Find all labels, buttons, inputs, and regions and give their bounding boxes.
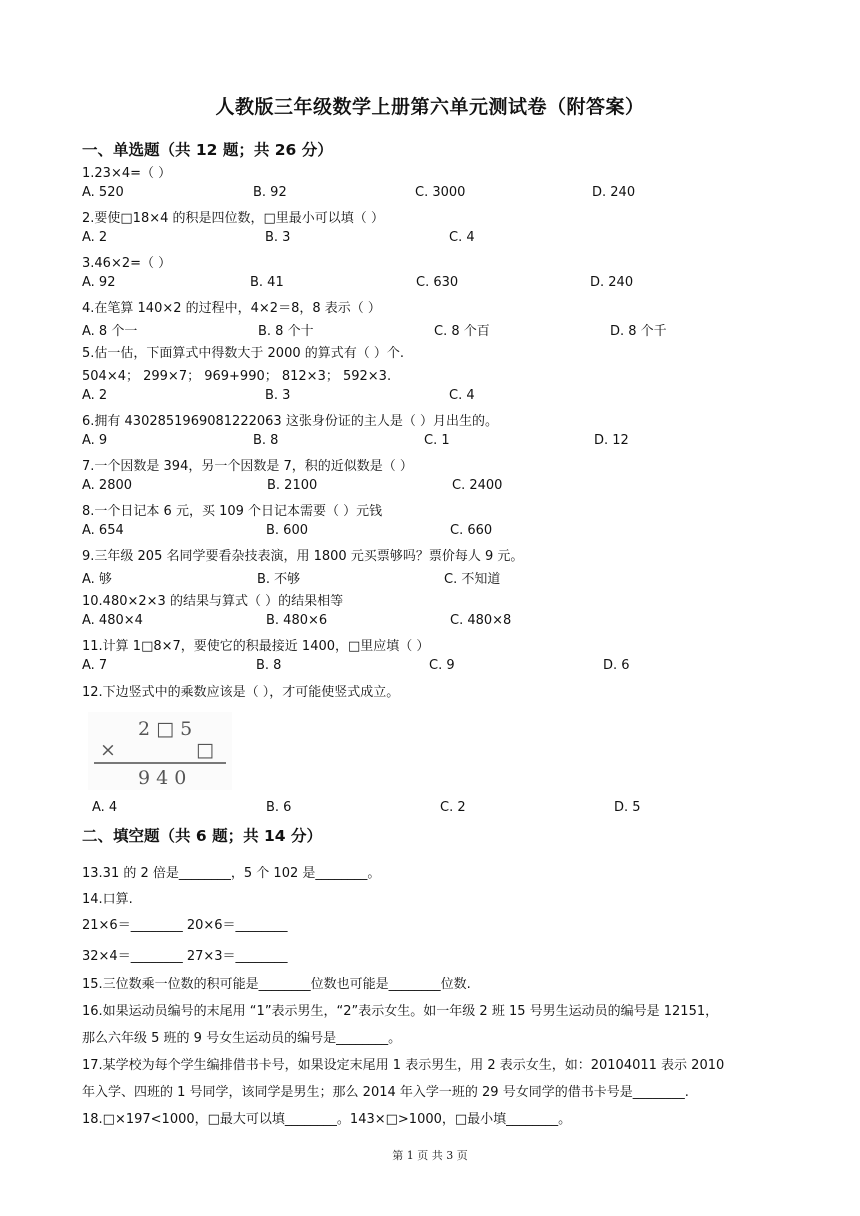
q4-option-b: B. 8 个十 <box>258 324 314 339</box>
q7-option-c: C. 2400 <box>452 478 503 493</box>
q1-option-c: C. 3000 <box>415 185 466 200</box>
question-5-expressions: 504×4； 299×7； 969+990； 812×3； 592×3. <box>82 369 392 384</box>
vertical-multiplication-image <box>88 712 232 790</box>
q12-option-a: A. 4 <box>92 800 118 815</box>
q3-option-b: B. 41 <box>250 275 284 290</box>
q8-option-a: A. 654 <box>82 523 124 538</box>
q5-option-a: A. 2 <box>82 388 108 403</box>
q10-option-c: C. 480×8 <box>450 613 512 628</box>
question-16-line-1: 16.如果运动员编号的末尾用 “1”表示男生，“2”表示女生。如一年级 2 班 15 号男生运动员的编号是 12151， <box>82 1004 719 1019</box>
question-6: 6.拥有 430285196908​1222063 这张身份证的主人是（ ）月出生的。 <box>82 414 498 429</box>
section-heading-fill-in: 二、填空题（共 6 题；共 14 分） <box>82 827 322 845</box>
q12-option-c: C. 2 <box>440 800 466 815</box>
question-4: 4.在笔算 140×2 的过程中，4×2＝8，8 表示（ ） <box>82 301 381 316</box>
q10-option-a: A. 480×4 <box>82 613 143 628</box>
calc-product: 9 4 0 <box>138 767 187 789</box>
q12-option-d: D. 5 <box>614 800 641 815</box>
q6-option-d: D. 12 <box>594 433 629 448</box>
q6-option-c: C. 1 <box>424 433 450 448</box>
q4-option-d: D. 8 个千 <box>610 324 667 339</box>
q3-option-a: A. 92 <box>82 275 116 290</box>
question-8: 8.一个日记本 6 元，买 109 个日记本需要（ ）元钱 <box>82 504 383 519</box>
question-14-row-2: 32×4＝________ 27×3＝________ <box>82 949 288 964</box>
question-13: 13.31 的 2 倍是________，5 个 102 是________。 <box>82 866 381 881</box>
q6-option-b: B. 8 <box>253 433 279 448</box>
q5-option-b: B. 3 <box>265 388 291 403</box>
question-14: 14.口算. <box>82 892 133 907</box>
calc-multiplicand: 2 □ 5 <box>138 718 193 740</box>
q4-option-a: A. 8 个一 <box>82 324 138 339</box>
q2-option-c: C. 4 <box>449 230 475 245</box>
q1-option-a: A. 520 <box>82 185 124 200</box>
question-16-line-2: 那么六年级 5 班的 9 号女生运动员的编号是________。 <box>82 1031 402 1046</box>
calc-multiplier-box: □ <box>196 739 214 761</box>
question-10: 10.480×2×3 的结果与算式（ ）的结果相等 <box>82 594 344 609</box>
q3-option-d: D. 240 <box>590 275 634 290</box>
question-11: 11.计算 1□8×7，要使它的积最接近 1400，□里应填（ ） <box>82 639 430 654</box>
q9-option-a: A. 够 <box>82 572 112 587</box>
question-1: 1.23×4=（ ） <box>82 166 172 181</box>
q11-option-b: B. 8 <box>256 658 282 673</box>
question-14-row-1: 21×6＝________ 20×6＝________ <box>82 918 288 933</box>
question-17-line-2: 年入学、四班的 1 号同学，该同学是男生；那么 2014 年入学一班的 29 号女同学的借书卡号是________. <box>82 1085 689 1100</box>
q2-option-b: B. 3 <box>265 230 291 245</box>
question-12: 12.下边竖式中的乘数应该是（ ），才可能使竖式成立。 <box>82 685 400 700</box>
q11-option-d: D. 6 <box>603 658 630 673</box>
question-9: 9.三年级 205 名同学要看杂技表演，用 1800 元买票够吗？票价每人 9 元。 <box>82 549 524 564</box>
calc-multiply-sign: × <box>100 739 116 761</box>
section-heading-single-choice: 一、单选题（共 12 题；共 26 分） <box>82 141 333 159</box>
question-7: 7.一个因数是 394，另一个因数是 7，积的近似数是（ ） <box>82 459 413 474</box>
q12-option-b: B. 6 <box>266 800 292 815</box>
q11-option-c: C. 9 <box>429 658 455 673</box>
q7-option-a: A. 2800 <box>82 478 133 493</box>
q9-option-b: B. 不够 <box>257 572 301 587</box>
q1-option-b: B. 92 <box>253 185 287 200</box>
question-3: 3.46×2=（ ） <box>82 256 172 271</box>
q4-option-c: C. 8 个百 <box>434 324 490 339</box>
q2-option-a: A. 2 <box>82 230 108 245</box>
q9-option-c: C. 不知道 <box>444 572 501 587</box>
q8-option-c: C. 660 <box>450 523 493 538</box>
q5-option-c: C. 4 <box>449 388 475 403</box>
q6-option-a: A. 9 <box>82 433 108 448</box>
q8-option-b: B. 600 <box>266 523 308 538</box>
q10-option-b: B. 480×6 <box>266 613 328 628</box>
question-5: 5.估一估，下面算式中得数大于 2000 的算式有（ ）个. <box>82 346 405 361</box>
q11-option-a: A. 7 <box>82 658 108 673</box>
q7-option-b: B. 2100 <box>267 478 318 493</box>
question-17-line-1: 17.某学校为每个学生编排借书卡号，如果设定末尾用 1 表示男生，用 2 表示女生，如：20104011 表示 2010 <box>82 1058 725 1073</box>
page-footer: 第 1 页 共 3 页 <box>392 1149 468 1162</box>
question-2: 2.要使□18×4 的积是四位数，□里最小可以填（ ） <box>82 211 384 226</box>
q3-option-c: C. 630 <box>416 275 459 290</box>
q1-option-d: D. 240 <box>592 185 636 200</box>
question-18: 18.□×197<1000，□最大可以填________。143×□>1000，□最小填________。 <box>82 1112 572 1127</box>
document-title: 人教版三年级数学上册第六单元测试卷（附答案） <box>215 96 645 118</box>
question-15: 15.三位数乘一位数的积可能是________位数也可能是________位数. <box>82 977 471 992</box>
